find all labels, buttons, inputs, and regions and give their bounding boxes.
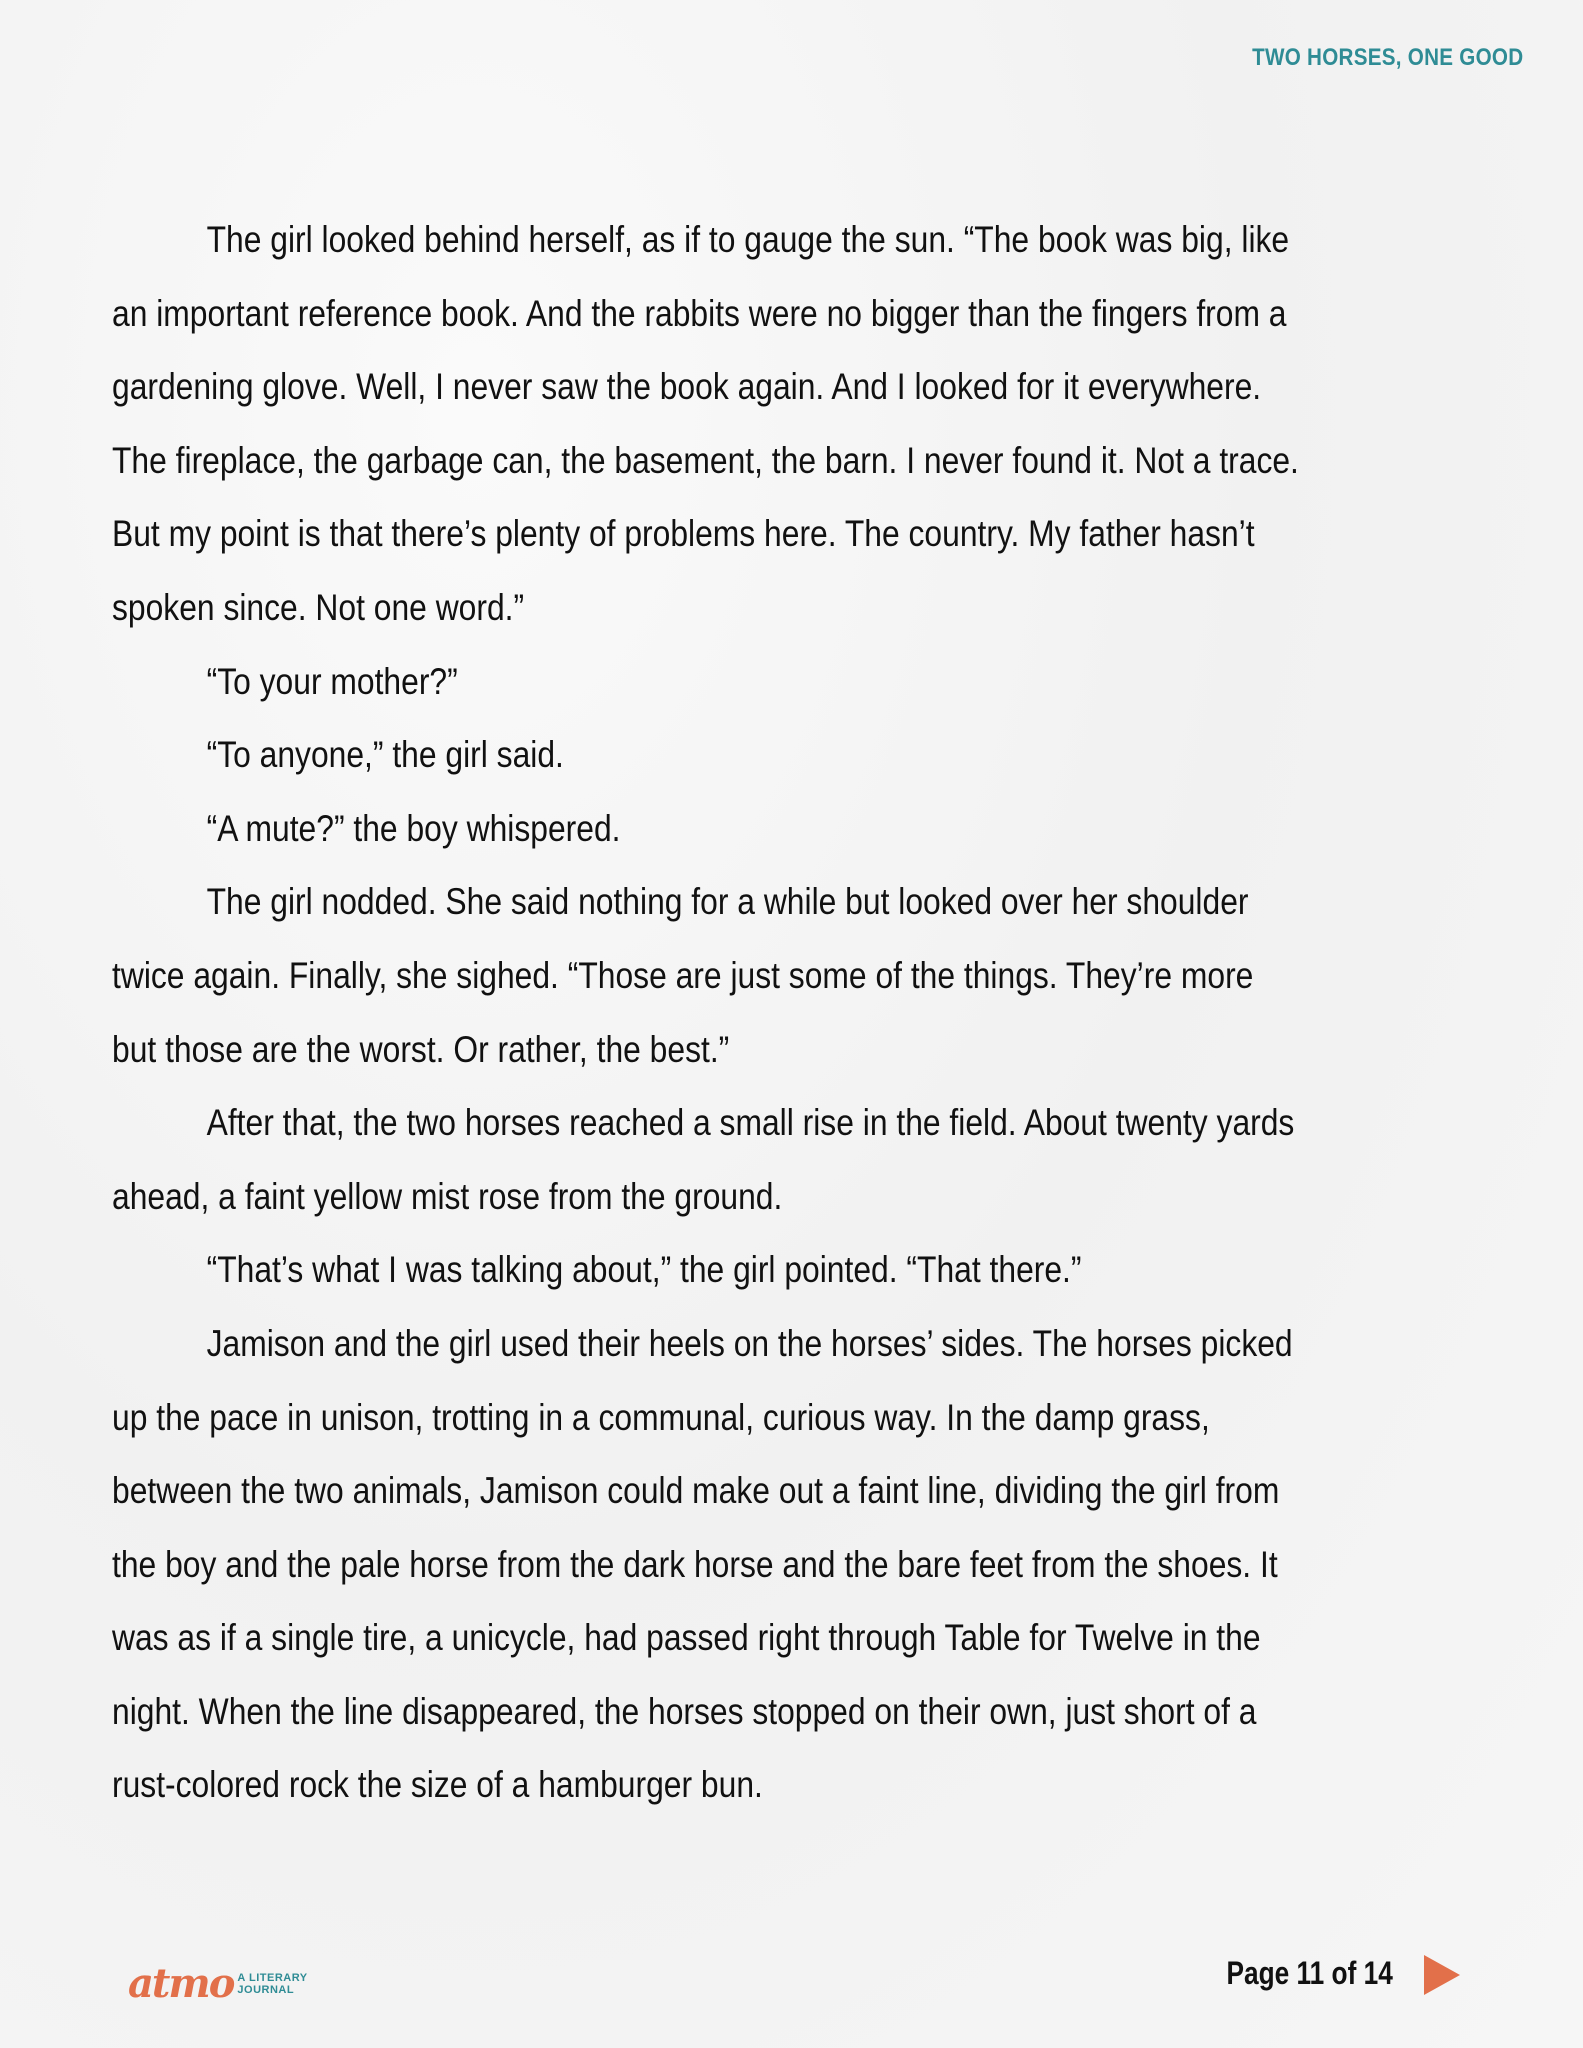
text-line: an important reference book. And the rabbits were no bigger than the fingers from a	[112, 292, 1287, 334]
atmo-logo[interactable]	[128, 1960, 308, 2007]
story-body	[112, 212, 1492, 1831]
logo-subtitle-line-1: A LITERARY	[237, 1971, 308, 1984]
text-line: rust-colored rock the size of a hamburger bun.	[112, 1764, 763, 1806]
text-line: The girl nodded. She said nothing for a while but looked over her shoulder	[206, 881, 1249, 923]
logo-subtitle	[237, 1972, 307, 1996]
text-line: “A mute?” the boy whispered.	[206, 807, 621, 849]
text-line: But my point is that there’s plenty of problems here. The country. My father hasn’t	[112, 513, 1255, 555]
text-line: between the two animals, Jamison could make out a faint line, dividing the girl from	[112, 1470, 1280, 1512]
next-page-arrow-icon[interactable]	[1424, 1955, 1460, 1995]
text-line: Jamison and the girl used their heels on the horses’ sides. The horses picked	[206, 1322, 1293, 1364]
text-line: was as if a single tire, a unicycle, had passed right through Table for Twelve in the	[112, 1617, 1261, 1659]
logo-mark: atmo	[128, 1960, 234, 2007]
text-line: The girl looked behind herself, as if to gauge the sun. “The book was big, like	[206, 219, 1290, 260]
page-number: Page 11 of 14	[1226, 1955, 1393, 1991]
text-line: twice again. Finally, she sighed. “Those are just some of the things. They’re more	[112, 954, 1254, 996]
text-line: “To your mother?”	[206, 660, 458, 702]
text-line: spoken since. Not one word.”	[112, 586, 525, 628]
text-line: up the pace in unison, trotting in a communal, curious way. In the damp grass,	[112, 1396, 1210, 1438]
logo-subtitle-line-2: JOURNAL	[237, 1983, 295, 1996]
text-line: ahead, a faint yellow mist rose from the ground.	[112, 1175, 783, 1217]
text-line: “To anyone,” the girl said.	[206, 734, 564, 776]
text-line: but those are the worst. Or rather, the best.”	[112, 1028, 730, 1070]
text-line: “That’s what I was talking about,” the girl pointed. “That there.”	[206, 1249, 1082, 1291]
text-line: The fireplace, the garbage can, the basement, the barn. I never found it. Not a trace.	[112, 439, 1299, 481]
running-title: TWO HORSES, ONE GOOD	[1251, 44, 1523, 71]
text-line: the boy and the pale horse from the dark horse and the bare feet from the shoes. It	[112, 1543, 1278, 1585]
text-line: night. When the line disappeared, the horses stopped on their own, just short of a	[112, 1690, 1257, 1732]
text-line: After that, the two horses reached a small rise in the field. About twenty yards	[206, 1102, 1295, 1144]
text-line: gardening glove. Well, I never saw the book again. And I looked for it everywhere.	[112, 366, 1262, 408]
